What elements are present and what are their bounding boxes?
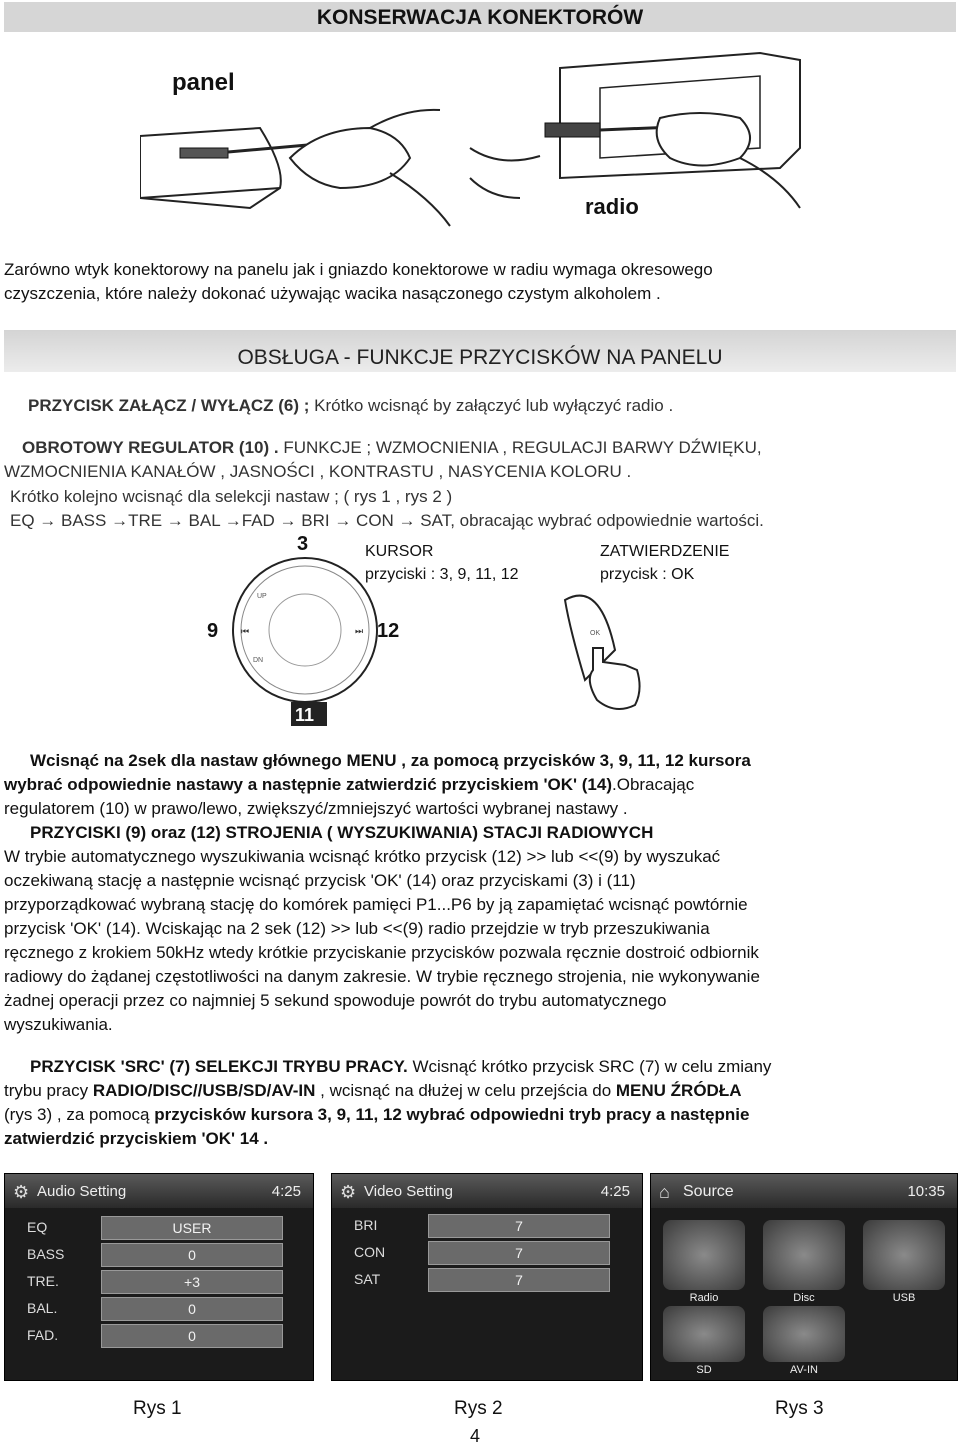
power-heading: PRZYCISK ZAŁĄCZ / WYŁĄCZ (6) ; [28, 396, 310, 415]
tuning-line-5: ręcznego z krokiem 50kHz wtedy krótkie przyciskanie przycisków pozwala ręcznie dostroić odbiornik [4, 943, 759, 962]
src-line-1: PRZYCISK 'SRC' (7) SELEKCJI TRYBU PRACY. Wcisnąć krótko przycisk SRC (7) w celu zmiany [30, 1057, 772, 1076]
gear-icon[interactable]: ⚙ [13, 1182, 30, 1202]
confirm-buttons: przycisk : OK [600, 566, 695, 583]
source-avin-tile[interactable] [763, 1306, 845, 1362]
caption-rys2: Rys 2 [454, 1398, 503, 1419]
connector-cleaning-illustration [140, 48, 830, 230]
source-sd-tile[interactable] [663, 1306, 745, 1362]
svg-text:UP: UP [257, 593, 267, 600]
svg-text:⏭: ⏭ [355, 626, 364, 636]
audio-setting-screen [4, 1173, 314, 1381]
audio-row-eq[interactable]: EQ USER [5, 1214, 313, 1240]
video-row-bri[interactable]: BRI 7 [332, 1212, 642, 1238]
gear-icon[interactable]: ⚙ [340, 1182, 357, 1202]
home-icon[interactable]: ⌂ [659, 1182, 670, 1202]
tuning-line-7: żadnej operacji przez co najmniej 5 sekund spowoduje powrót do trybu automatycznego [4, 991, 667, 1010]
knob-line-2: WZMOCNIENIA KANAŁÓW , JASNOŚCI , KONTRASTU , NASYCENIA KOLORU . [4, 462, 632, 481]
svg-text:DN: DN [253, 657, 264, 664]
intro-line-2: czyszczenia, które należy dokonać używając wacika nasączonego czystym alkoholem . [4, 284, 661, 303]
svg-text:⏮: ⏮ [241, 626, 250, 636]
src-line-3: (rys 3) , za pomocą przycisków kursora 3, 9, 11, 12 wybrać odpowiedni tryb pracy a następnie [4, 1105, 750, 1124]
audio-screen-header: ⚙ Audio Setting 4:25 [5, 1174, 313, 1208]
source-screen: ⌂ Source 10:35 Radio Disc USB SD AV-IN [650, 1173, 958, 1381]
source-screen-header: ⌂ Source 10:35 [651, 1174, 957, 1208]
source-radio-tile[interactable] [663, 1220, 745, 1290]
cursor-controls-illustration [205, 530, 805, 730]
video-screen-header: ⚙ Video Setting 4:25 [332, 1174, 642, 1208]
power-paragraph [28, 394, 673, 418]
confirm-title: ZATWIERDZENIE [600, 543, 730, 560]
button-12-label: 12 [377, 620, 400, 642]
knob-heading: OBROTOWY REGULATOR (10) . [22, 438, 279, 457]
audio-row-tre[interactable]: TRE. +3 [5, 1268, 313, 1294]
source-usb-tile[interactable] [863, 1220, 945, 1290]
page-title: KONSERWACJA KONEKTORÓW [316, 6, 644, 29]
button-11-label: 11 [295, 705, 315, 725]
intro-line-1: Zarówno wtyk konektorowy na panelu jak i gniazdo konektorowe w radiu wymaga okresowego [4, 260, 713, 279]
video-row-sat[interactable]: SAT 7 [332, 1266, 642, 1292]
audio-row-bass[interactable]: BASS 0 [5, 1241, 313, 1267]
tuning-line-6: radiowy do żądanej częstotliwości na danym zakresie. W trybie ręcznego strojenia, nie wykonywanie [4, 967, 760, 986]
menu-line-2: wybrać odpowiednie nastawy a następnie zatwierdzić przyciskiem 'OK' (14).Obracając [4, 775, 695, 794]
menu-line-3: regulatorem (10) w prawo/lewo, zwiększyć/zmniejszyć wartości wybranej nastawy . [4, 799, 628, 818]
page-number: 4 [470, 1426, 481, 1446]
menu-line-1: Wcisnąć na 2sek dla nastaw głównego MENU , za pomocą przycisków 3, 9, 11, 12 kursora [30, 751, 751, 770]
tuning-line-8: wyszukiwania. [4, 1015, 113, 1034]
power-text: Krótko wcisnąć by załączyć lub wyłączyć radio . [309, 396, 674, 415]
svg-text:OK: OK [590, 630, 601, 637]
kursor-buttons: przyciski : 3, 9, 11, 12 [365, 566, 519, 583]
knob-line-4: EQ → BASS →TRE → BAL →FAD → BRI → CON → SAT, obracając wybrać odpowiednie wartości. [10, 511, 764, 530]
src-heading: PRZYCISK 'SRC' (7) SELEKCJI TRYBU PRACY. [30, 1057, 408, 1076]
panel-label: panel [172, 69, 235, 96]
tuning-heading: PRZYCISKI (9) oraz (12) STROJENIA ( WYSZUKIWANIA) STACJI RADIOWYCH [30, 823, 654, 842]
knob-text: FUNKCJE ; WZMOCNIENIA , REGULACJI BARWY DŹWIĘKU, [278, 438, 762, 457]
audio-row-bal[interactable]: BAL. 0 [5, 1295, 313, 1321]
knob-line-1 [22, 436, 762, 460]
caption-rys3: Rys 3 [775, 1398, 824, 1419]
tuning-line-2: oczekiwaną stację a następnie wcisnąć przycisk 'OK' (14) oraz przyciskami (3) i (11) [4, 871, 636, 890]
video-row-con[interactable]: CON 7 [332, 1239, 642, 1265]
audio-row-fad[interactable]: FAD. 0 [5, 1322, 313, 1348]
kursor-title: KURSOR [365, 543, 434, 560]
radio-label: radio [585, 194, 639, 219]
caption-rys1: Rys 1 [133, 1398, 182, 1419]
src-line-2: trybu pracy RADIO/DISC//USB/SD/AV-IN , wcisnąć na dłużej w celu przejścia do MENU ŹRÓDŁA [4, 1081, 742, 1100]
knob-line-3: Krótko kolejno wcisnąć dla selekcji nastaw ; ( rys 1 , rys 2 ) [10, 487, 453, 506]
section-title: OBSŁUGA - FUNKCJE PRZYCISKÓW NA PANELU [237, 346, 723, 369]
tuning-line-3: przyporządkować wybraną stację do komórek pamięci P1...P6 by ją zapamiętać wcisnąć powtórnie [4, 895, 748, 914]
tuning-line-1: W trybie automatycznego wyszukiwania wcisnąć krótko przycisk (12) >> lub <<(9) by wyszukać [4, 847, 721, 866]
src-line-4: zatwierdzić przyciskiem 'OK' 14 . [4, 1129, 269, 1148]
button-9-label: 9 [207, 620, 219, 642]
video-setting-screen [331, 1173, 643, 1381]
source-disc-tile[interactable] [763, 1220, 845, 1290]
button-3-label: 3 [297, 533, 309, 555]
tuning-line-4: przycisk 'OK' (14). Wciskając na 2 sek (12) >> lub <<(9) radio przejdzie w tryb przeszukiwania [4, 919, 710, 938]
